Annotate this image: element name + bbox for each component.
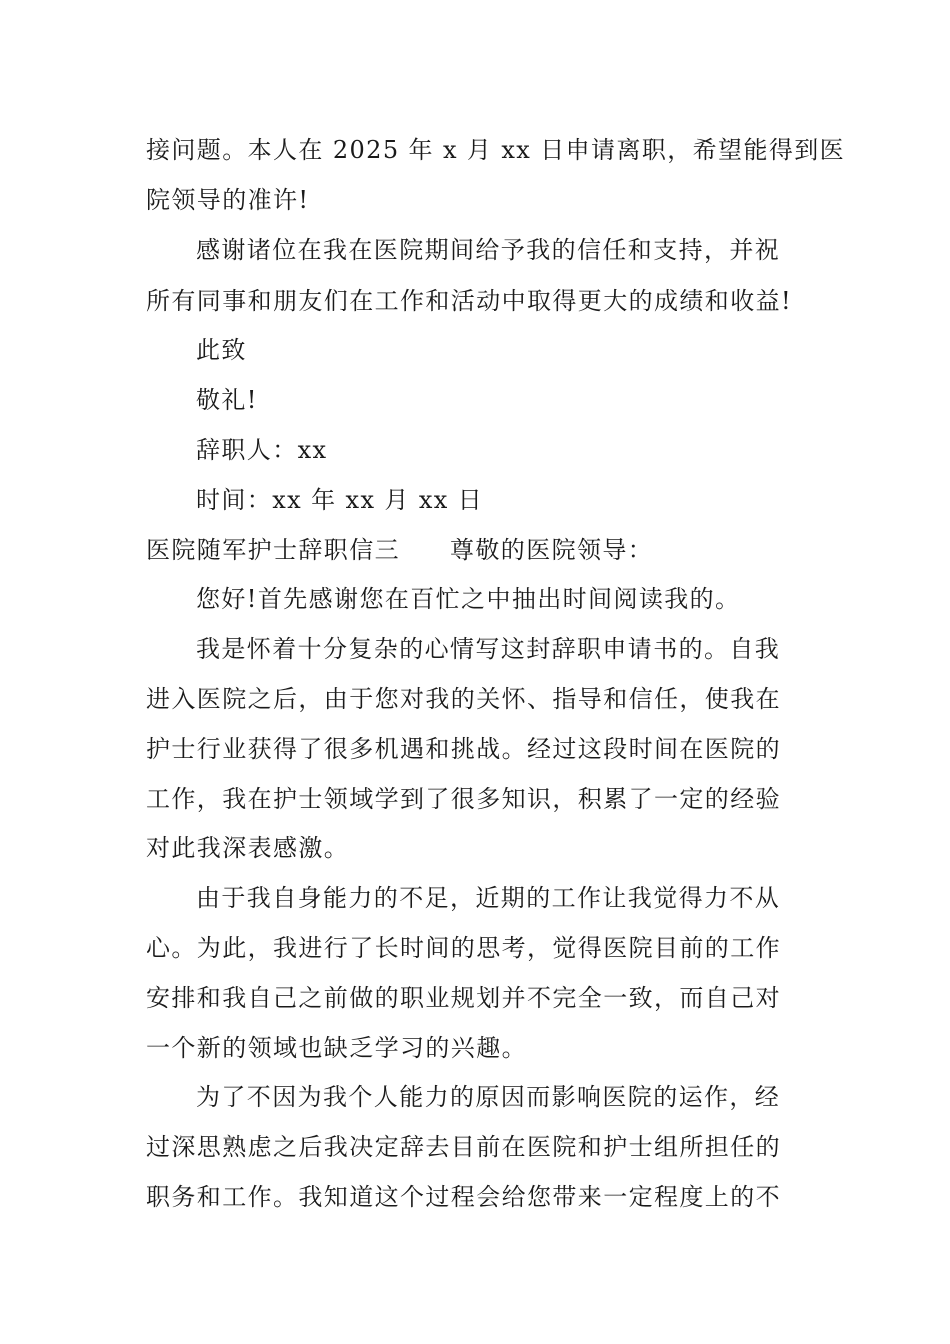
- text-line: 进入医院之后，由于您对我的关怀、指导和信任，使我在: [146, 685, 781, 713]
- text-line: 工作，我在护士领域学到了很多知识，积累了一定的经验: [146, 785, 781, 813]
- paragraph-first-line: 我是怀着十分复杂的心情写这封辞职申请书的。自我: [196, 635, 781, 663]
- text-line: 安排和我自己之前做的职业规划并不完全一致，而自己对: [146, 984, 781, 1012]
- paragraph-first-line: 由于我自身能力的不足，近期的工作让我觉得力不从: [196, 884, 781, 912]
- text-line: 所有同事和朋友们在工作和活动中取得更大的成绩和收益!: [146, 287, 793, 315]
- signature-line: 辞职人：xx: [196, 436, 328, 464]
- section-title: 医院随军护士辞职信三: [146, 536, 400, 564]
- closing-regards: 敬礼!: [196, 386, 258, 414]
- text-line: 职务和工作。我知道这个过程会给您带来一定程度上的不: [146, 1183, 781, 1211]
- greeting: 尊敬的医院领导：: [450, 536, 654, 564]
- date-line: 时间：xx 年 xx 月 xx 日: [196, 486, 484, 514]
- paragraph-first-line: 为了不因为我个人能力的原因而影响医院的运作，经: [196, 1083, 781, 1111]
- text-line: 心。为此，我进行了长时间的思考，觉得医院目前的工作: [146, 934, 781, 962]
- closing-salutation: 此致: [196, 336, 247, 364]
- text-line: 护士行业获得了很多机遇和挑战。经过这段时间在医院的: [146, 735, 781, 763]
- paragraph-first-line: 您好!首先感谢您在百忙之中抽出时间阅读我的。: [196, 585, 741, 613]
- text-line: 过深思熟虑之后我决定辞去目前在医院和护士组所担任的: [146, 1133, 781, 1161]
- heading-line: [146, 533, 816, 567]
- paragraph-first-line: 感谢诸位在我在医院期间给予我的信任和支持，并祝: [196, 236, 781, 264]
- text-line: 对此我深表感激。: [146, 834, 350, 862]
- text-line: 一个新的领域也缺乏学习的兴趣。: [146, 1034, 527, 1062]
- text-line: 接问题。本人在 2025 年 x 月 xx 日申请离职，希望能得到医: [146, 136, 846, 164]
- text-line: 院领导的准许!: [146, 186, 310, 214]
